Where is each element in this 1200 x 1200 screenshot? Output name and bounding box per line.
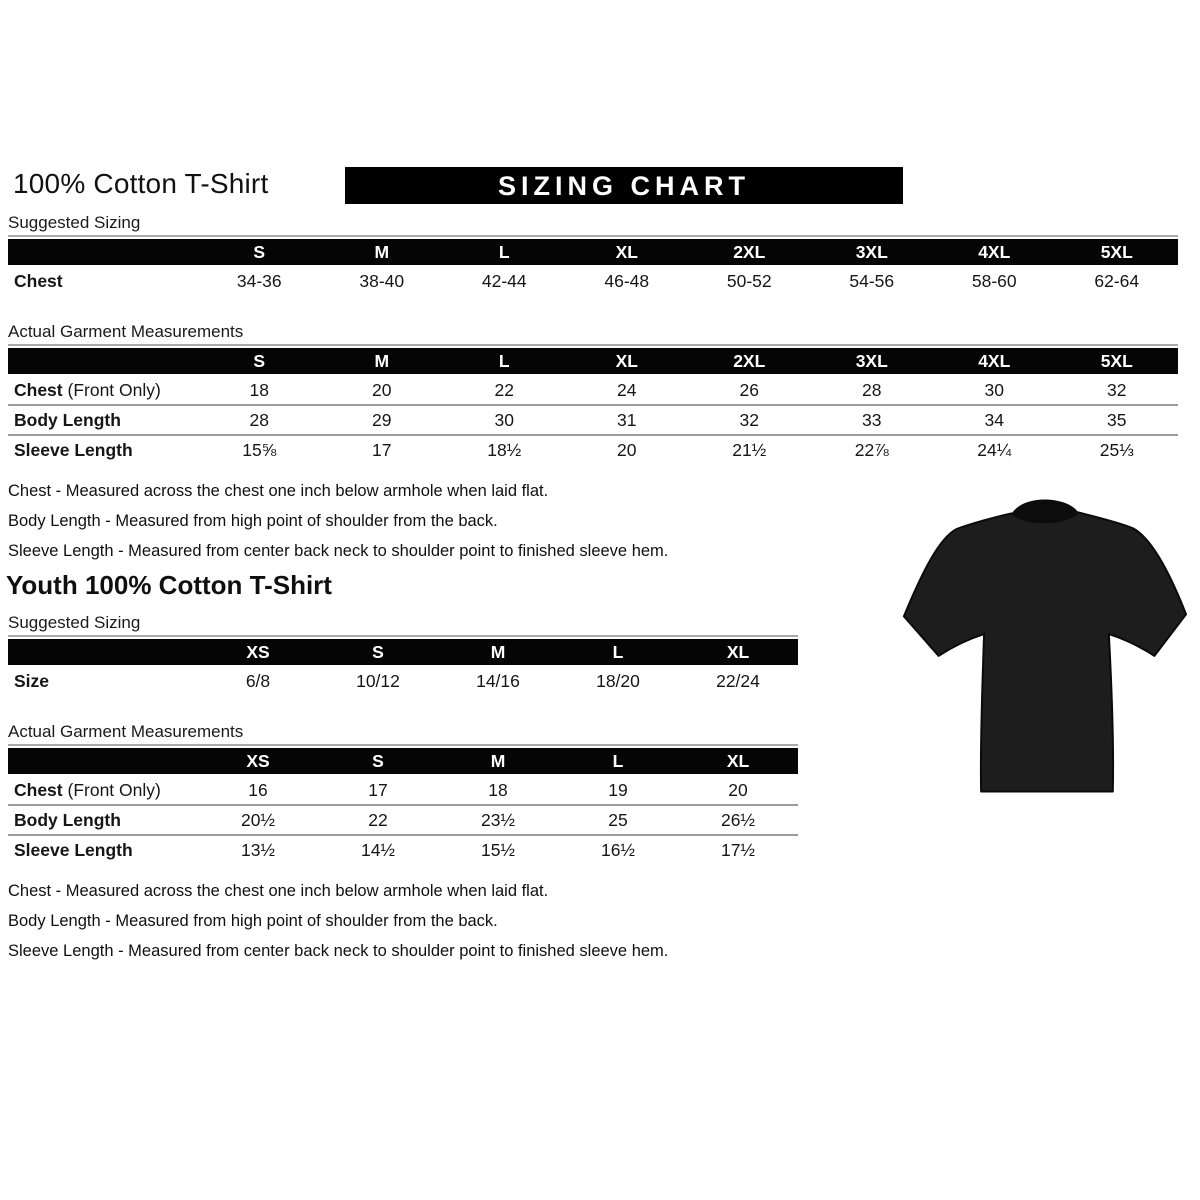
row-label: Chest (Front Only) (14, 779, 161, 800)
table-row (8, 435, 1178, 464)
corner-cell (8, 348, 198, 375)
measurement-cell: 18 (249, 379, 269, 400)
table-row (8, 805, 798, 835)
table-row (8, 666, 798, 695)
size-column-header: M (438, 748, 558, 775)
measurement-cell: 20½ (198, 805, 318, 835)
size-column-header: 5XL (1056, 239, 1179, 266)
row-label: Chest (14, 270, 63, 291)
size-column-header: 5XL (1056, 348, 1179, 375)
size-column-header: 4XL (933, 239, 1056, 266)
size-column-header: 3XL (811, 239, 934, 266)
measurement-cell: 38-40 (359, 270, 405, 291)
measurement-note: Chest - Measured across the chest one inch below armhole when laid flat. (8, 882, 549, 900)
table-top-rule (8, 635, 798, 637)
size-column-header: XS (198, 748, 318, 775)
measurement-cell: 22/24 (716, 670, 760, 691)
size-column-header: S (318, 748, 438, 775)
measurement-cell: 24¼ (933, 435, 1056, 464)
measurement-cell: 23½ (438, 805, 558, 835)
size-column-header: XL (678, 639, 798, 666)
youth-suggested-sizing-label: Suggested Sizing (8, 613, 141, 632)
measurement-cell: 29 (321, 405, 444, 435)
size-column-header: S (198, 239, 321, 266)
measurement-cell: 54-56 (849, 270, 895, 291)
measurement-cell: 26½ (678, 805, 798, 835)
measurement-cell: 18/20 (596, 670, 640, 691)
measurement-cell: 25⅓ (1056, 435, 1179, 464)
tshirt-icon (895, 490, 1192, 800)
row-label: Size (14, 670, 50, 691)
measurement-cell: 15½ (438, 835, 558, 864)
tshirt-image (895, 490, 1192, 800)
measurement-cell: 22⅞ (811, 435, 934, 464)
size-column-header: M (321, 348, 444, 375)
size-column-header: XL (566, 239, 689, 266)
size-column-header: S (198, 348, 321, 375)
measurement-cell: 46-48 (604, 270, 650, 291)
measurement-note: Sleeve Length - Measured from center back neck to shoulder point to finished sleeve hem. (8, 542, 669, 560)
measurement-cell: 28 (862, 379, 882, 400)
size-header-row (8, 748, 798, 775)
measurement-cell: 34-36 (236, 270, 282, 291)
size-column-header: XS (198, 639, 318, 666)
size-column-header: XL (678, 748, 798, 775)
measurement-cell: 22 (318, 805, 438, 835)
size-column-header: 2XL (688, 348, 811, 375)
measurement-cell: 16 (248, 779, 268, 800)
measurement-note: Body Length - Measured from high point of shoulder from the back. (8, 512, 498, 530)
size-column-header: L (443, 239, 566, 266)
corner-cell (8, 748, 198, 775)
measurement-cell: 21½ (688, 435, 811, 464)
measurement-cell: 26 (739, 379, 759, 400)
measurement-cell: 32 (1107, 379, 1127, 400)
measurement-cell: 20 (728, 779, 748, 800)
size-column-header: M (438, 639, 558, 666)
measurement-cell: 30 (984, 379, 1004, 400)
measurement-cell: 13½ (198, 835, 318, 864)
measurement-cell: 17 (321, 435, 444, 464)
table-row (8, 405, 1178, 435)
adult-actual-measurements-label: Actual Garment Measurements (8, 322, 244, 341)
adult-actual-measurements-table (8, 348, 1178, 464)
row-label: Sleeve Length (8, 435, 198, 464)
table-top-rule (8, 344, 1178, 346)
youth-actual-measurements-label: Actual Garment Measurements (8, 722, 244, 741)
size-header-row (8, 239, 1178, 266)
measurement-cell: 17½ (678, 835, 798, 864)
header-row (8, 165, 1192, 206)
measurement-cell: 20 (566, 435, 689, 464)
table-top-rule (8, 744, 798, 746)
measurement-cell: 32 (688, 405, 811, 435)
size-column-header: XL (566, 348, 689, 375)
size-column-header: L (558, 639, 678, 666)
measurement-cell: 31 (566, 405, 689, 435)
measurement-cell: 20 (372, 379, 392, 400)
table-row (8, 375, 1178, 405)
size-column-header: M (321, 239, 444, 266)
measurement-cell: 33 (811, 405, 934, 435)
measurement-cell: 6/8 (245, 670, 271, 691)
measurement-cell: 19 (608, 779, 628, 800)
adult-suggested-sizing-label: Suggested Sizing (8, 213, 141, 232)
measurement-cell: 10/12 (356, 670, 400, 691)
size-column-header: 4XL (933, 348, 1056, 375)
measurement-note: Body Length - Measured from high point of shoulder from the back. (8, 912, 498, 930)
measurement-cell: 42-44 (481, 270, 527, 291)
measurement-cell: 50-52 (726, 270, 772, 291)
measurement-cell: 17 (368, 779, 388, 800)
measurement-cell: 18½ (443, 435, 566, 464)
youth-actual-measurements-table (8, 748, 798, 864)
size-column-header: 2XL (688, 239, 811, 266)
measurement-cell: 35 (1056, 405, 1179, 435)
measurement-note: Chest - Measured across the chest one inch below armhole when laid flat. (8, 482, 549, 500)
youth-section-title: Youth 100% Cotton T-Shirt (6, 570, 332, 600)
measurement-cell: 15⅝ (198, 435, 321, 464)
row-label: Body Length (8, 805, 198, 835)
measurement-cell: 30 (443, 405, 566, 435)
table-top-rule (8, 235, 1178, 237)
measurement-cell: 16½ (558, 835, 678, 864)
size-column-header: L (443, 348, 566, 375)
measurement-cell: 62-64 (1094, 270, 1140, 291)
size-header-row (8, 348, 1178, 375)
row-label: Chest (Front Only) (14, 379, 161, 400)
table-row (8, 775, 798, 805)
measurement-cell: 25 (558, 805, 678, 835)
page-title: 100% Cotton T-Shirt (13, 168, 269, 199)
size-column-header: S (318, 639, 438, 666)
measurement-cell: 22 (494, 379, 514, 400)
size-column-header: 3XL (811, 348, 934, 375)
corner-cell (8, 239, 198, 266)
measurement-cell: 28 (198, 405, 321, 435)
table-row (8, 266, 1178, 295)
size-column-header: L (558, 748, 678, 775)
row-label: Body Length (8, 405, 198, 435)
youth-measurement-notes (8, 876, 1192, 966)
measurement-cell: 14½ (318, 835, 438, 864)
measurement-cell: 18 (488, 779, 508, 800)
corner-cell (8, 639, 198, 666)
measurement-note: Sleeve Length - Measured from center back neck to shoulder point to finished sleeve hem. (8, 942, 669, 960)
row-label: Sleeve Length (8, 835, 198, 864)
adult-suggested-sizing-table (8, 239, 1178, 295)
size-header-row (8, 639, 798, 666)
measurement-cell: 24 (617, 379, 637, 400)
measurement-cell: 58-60 (971, 270, 1017, 291)
sizing-chart-banner: SIZING CHART (345, 167, 903, 204)
youth-suggested-sizing-table (8, 639, 798, 695)
measurement-cell: 14/16 (476, 670, 520, 691)
measurement-cell: 34 (933, 405, 1056, 435)
table-row (8, 835, 798, 864)
